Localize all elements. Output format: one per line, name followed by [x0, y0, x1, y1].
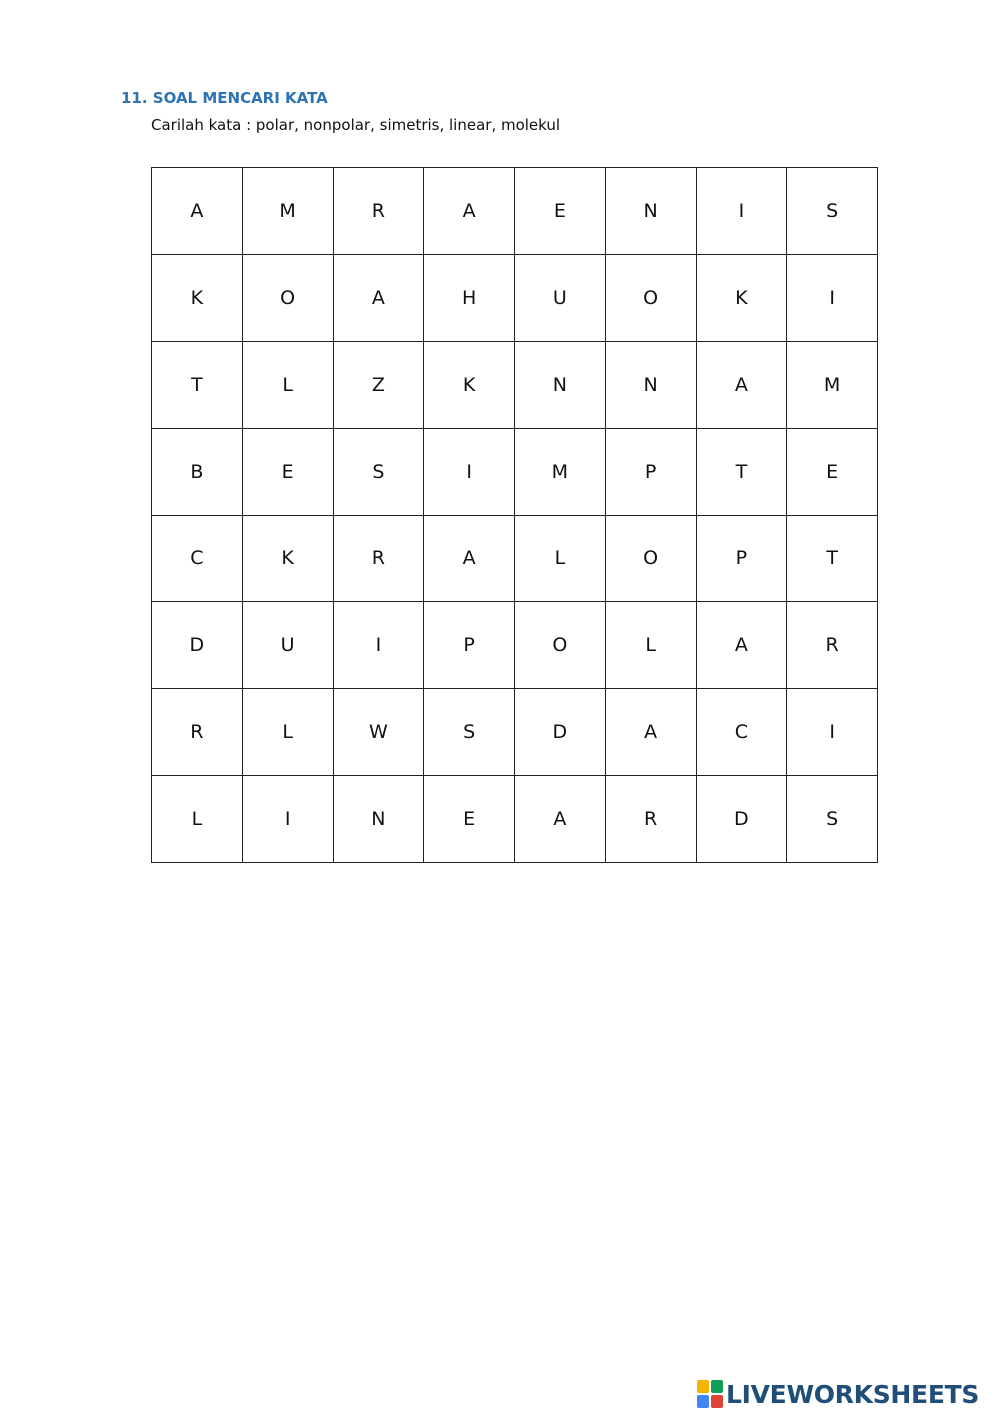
- grid-cell[interactable]: I: [333, 602, 424, 689]
- grid-cell[interactable]: L: [242, 689, 333, 776]
- grid-cell[interactable]: E: [242, 428, 333, 515]
- logo-tile: [711, 1395, 723, 1408]
- grid-cell[interactable]: D: [515, 689, 606, 776]
- grid-cell[interactable]: K: [242, 515, 333, 602]
- grid-cell[interactable]: K: [424, 341, 515, 428]
- logo-tile: [697, 1395, 709, 1408]
- grid-cell[interactable]: S: [787, 776, 878, 863]
- word-search-grid: [151, 167, 878, 863]
- grid-cell[interactable]: B: [152, 428, 243, 515]
- grid-cell[interactable]: U: [242, 602, 333, 689]
- grid-cell[interactable]: H: [424, 254, 515, 341]
- grid-cell[interactable]: P: [424, 602, 515, 689]
- grid-cell[interactable]: R: [333, 515, 424, 602]
- grid-cell[interactable]: A: [424, 168, 515, 255]
- grid-cell[interactable]: C: [152, 515, 243, 602]
- grid-cell[interactable]: A: [333, 254, 424, 341]
- grid-cell[interactable]: L: [152, 776, 243, 863]
- grid-row: [152, 602, 878, 689]
- liveworksheets-logo-icon: [697, 1380, 723, 1408]
- grid-cell[interactable]: A: [605, 689, 696, 776]
- grid-cell[interactable]: A: [515, 776, 606, 863]
- grid-cell[interactable]: A: [696, 602, 787, 689]
- grid-cell[interactable]: D: [152, 602, 243, 689]
- grid-cell[interactable]: Z: [333, 341, 424, 428]
- grid-cell[interactable]: L: [242, 341, 333, 428]
- grid-cell[interactable]: O: [242, 254, 333, 341]
- grid-cell[interactable]: I: [787, 689, 878, 776]
- grid-cell[interactable]: C: [696, 689, 787, 776]
- grid-row: [152, 168, 878, 255]
- grid-cell[interactable]: O: [605, 254, 696, 341]
- grid-cell[interactable]: P: [696, 515, 787, 602]
- grid-cell[interactable]: E: [515, 168, 606, 255]
- grid-cell[interactable]: S: [787, 168, 878, 255]
- grid-row: [152, 515, 878, 602]
- grid-cell[interactable]: R: [333, 168, 424, 255]
- page-heading: 11. SOAL MENCARI KATA: [121, 89, 328, 107]
- grid-cell[interactable]: A: [424, 515, 515, 602]
- grid-cell[interactable]: K: [152, 254, 243, 341]
- grid-cell[interactable]: E: [424, 776, 515, 863]
- grid-cell[interactable]: U: [515, 254, 606, 341]
- grid-cell[interactable]: N: [605, 341, 696, 428]
- logo-tile: [697, 1380, 709, 1393]
- grid-cell[interactable]: N: [515, 341, 606, 428]
- instruction-text: Carilah kata : polar, nonpolar, simetris, linear, molekul: [151, 116, 561, 134]
- grid-row: [152, 689, 878, 776]
- grid-cell[interactable]: T: [787, 515, 878, 602]
- grid-cell[interactable]: N: [605, 168, 696, 255]
- grid-row: [152, 428, 878, 515]
- grid-row: [152, 254, 878, 341]
- grid-cell[interactable]: R: [605, 776, 696, 863]
- grid-cell[interactable]: M: [787, 341, 878, 428]
- grid-cell[interactable]: T: [152, 341, 243, 428]
- grid-row: [152, 776, 878, 863]
- grid-cell[interactable]: I: [787, 254, 878, 341]
- grid-cell[interactable]: E: [787, 428, 878, 515]
- grid-cell[interactable]: T: [696, 428, 787, 515]
- grid-cell[interactable]: A: [152, 168, 243, 255]
- grid-cell[interactable]: K: [696, 254, 787, 341]
- grid-cell[interactable]: I: [424, 428, 515, 515]
- grid-cell[interactable]: S: [424, 689, 515, 776]
- grid-row: [152, 341, 878, 428]
- grid-cell[interactable]: L: [515, 515, 606, 602]
- grid-cell[interactable]: D: [696, 776, 787, 863]
- liveworksheets-logo: [697, 1378, 979, 1410]
- grid-cell[interactable]: I: [242, 776, 333, 863]
- grid-cell[interactable]: S: [333, 428, 424, 515]
- grid-cell[interactable]: A: [696, 341, 787, 428]
- grid-cell[interactable]: M: [242, 168, 333, 255]
- grid-cell[interactable]: W: [333, 689, 424, 776]
- grid-cell[interactable]: M: [515, 428, 606, 515]
- grid-cell[interactable]: P: [605, 428, 696, 515]
- grid-cell[interactable]: I: [696, 168, 787, 255]
- grid-cell[interactable]: O: [605, 515, 696, 602]
- logo-wordmark: LIVEWORKSHEETS: [726, 1379, 980, 1409]
- grid-cell[interactable]: R: [152, 689, 243, 776]
- grid-cell[interactable]: O: [515, 602, 606, 689]
- grid-cell[interactable]: N: [333, 776, 424, 863]
- grid-cell[interactable]: L: [605, 602, 696, 689]
- grid-cell[interactable]: R: [787, 602, 878, 689]
- logo-tile: [711, 1380, 723, 1393]
